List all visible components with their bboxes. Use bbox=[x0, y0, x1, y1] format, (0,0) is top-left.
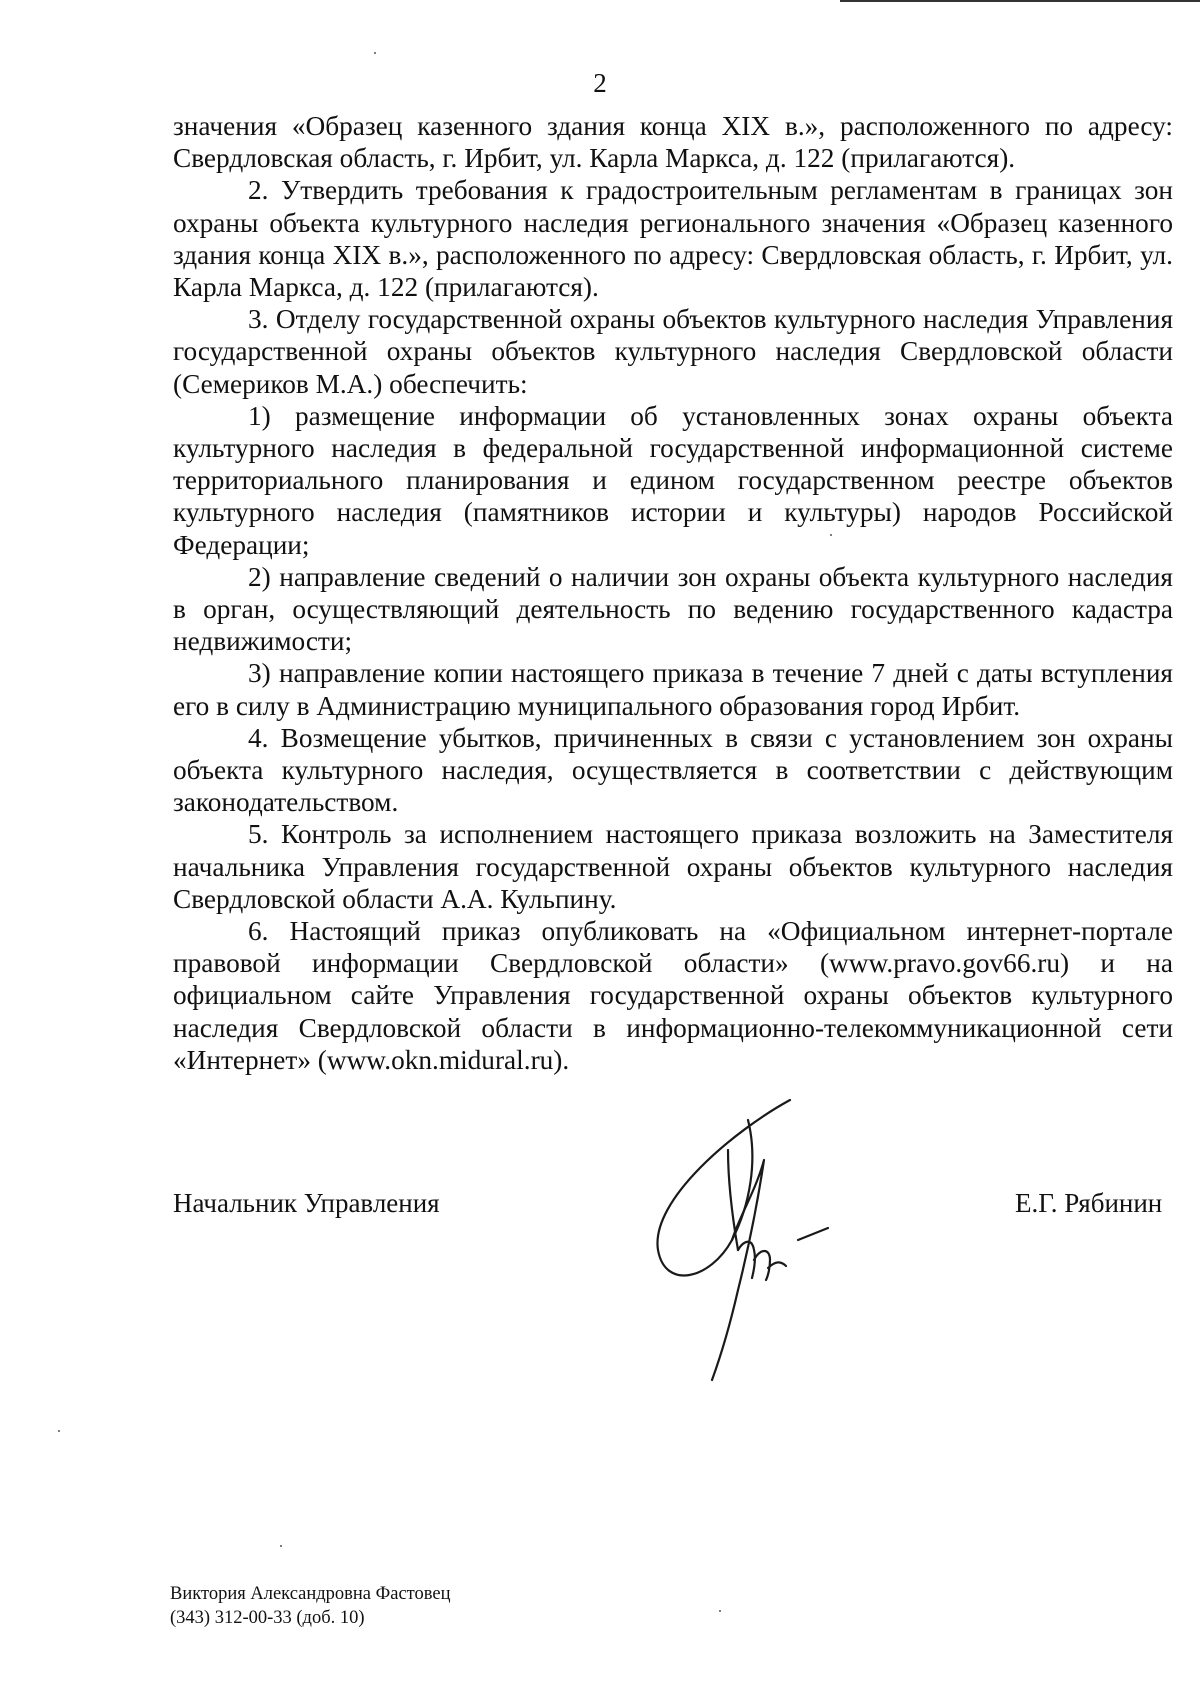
scan-speck bbox=[830, 534, 832, 536]
paragraph-continuation: значения «Образец казенного здания конца XIX в.», расположенного по адресу: Свердловская область, г. Ирбит, ул. Карла Маркса, д. 122 (прилагаются). bbox=[173, 111, 1173, 174]
signatory-name: Е.Г. Рябинин bbox=[1015, 1188, 1163, 1218]
executor-info bbox=[170, 1582, 451, 1630]
document-body bbox=[173, 110, 1173, 1076]
subitem-3-1: 1) размещение информации об установленных зонах охраны объекта культурного наследия в федеральной государственной информационной системе территориального планирования и едином государственном реестре объектов культурного наследия (памятников истории и культуры) народов Российской Федерации; bbox=[173, 400, 1173, 560]
scan-speck bbox=[374, 52, 376, 54]
scan-speck bbox=[58, 1430, 60, 1432]
page-number: 2 bbox=[593, 68, 607, 98]
paragraph-item-5: 5. Контроль за исполнением настоящего приказа возложить на Заместителя начальника Управления государственной охраны объектов культурного наследия Свердловской области А.А. Кульпину. bbox=[173, 819, 1173, 914]
scan-speck bbox=[719, 1610, 721, 1612]
signatory-title: Начальник Управления bbox=[173, 1188, 440, 1218]
executor-phone: (343) 312-00-33 (доб. 10) bbox=[170, 1608, 365, 1628]
paragraph-item-3: 3. Отделу государственной охраны объектов культурного наследия Управления государственной охраны объектов культурного наследия Свердловской области (Семериков М.А.) обеспечить: bbox=[173, 304, 1173, 399]
paragraph-item-4: 4. Возмещение убытков, причиненных в связи с установлением зон охраны объекта культурного наследия, осуществляется в соответствии с действующим законодательством. bbox=[173, 722, 1173, 818]
executor-name: Виктория Александровна Фастовец bbox=[170, 1584, 451, 1604]
subitem-3-3: 3) направление копии настоящего приказа в течение 7 дней с даты вступления его в силу в Администрацию муниципального образования город Ирбит. bbox=[173, 658, 1173, 721]
handwritten-signature bbox=[640, 1090, 920, 1390]
scan-speck bbox=[280, 1545, 282, 1547]
scan-edge-line bbox=[840, 0, 1200, 2]
paragraph-item-6: 6. Настоящий приказ опубликовать на «Официальном интернет-портале правовой информации Свердловской области» (www.pravo.gov66.ru) и на официальном сайте Управления государственной охраны объектов культурного наследия Свердловской области в информационно-телекоммуникационной сети «Интернет» (www.okn.midural.ru). bbox=[173, 916, 1173, 1075]
paragraph-item-2: 2. Утвердить требования к градостроительным регламентам в границах зон охраны объекта культурного наследия регионального значения «Образец казенного здания конца XIX в.», расположенного по адресу: Свердловская область, г. Ирбит, ул. Карла Маркса, д. 122 (прилагаются). bbox=[173, 175, 1173, 303]
subitem-3-2: 2) направление сведений о наличии зон охраны объекта культурного наследия в орган, осуществляющий деятельность по ведению государственного кадастра недвижимости; bbox=[173, 561, 1173, 657]
